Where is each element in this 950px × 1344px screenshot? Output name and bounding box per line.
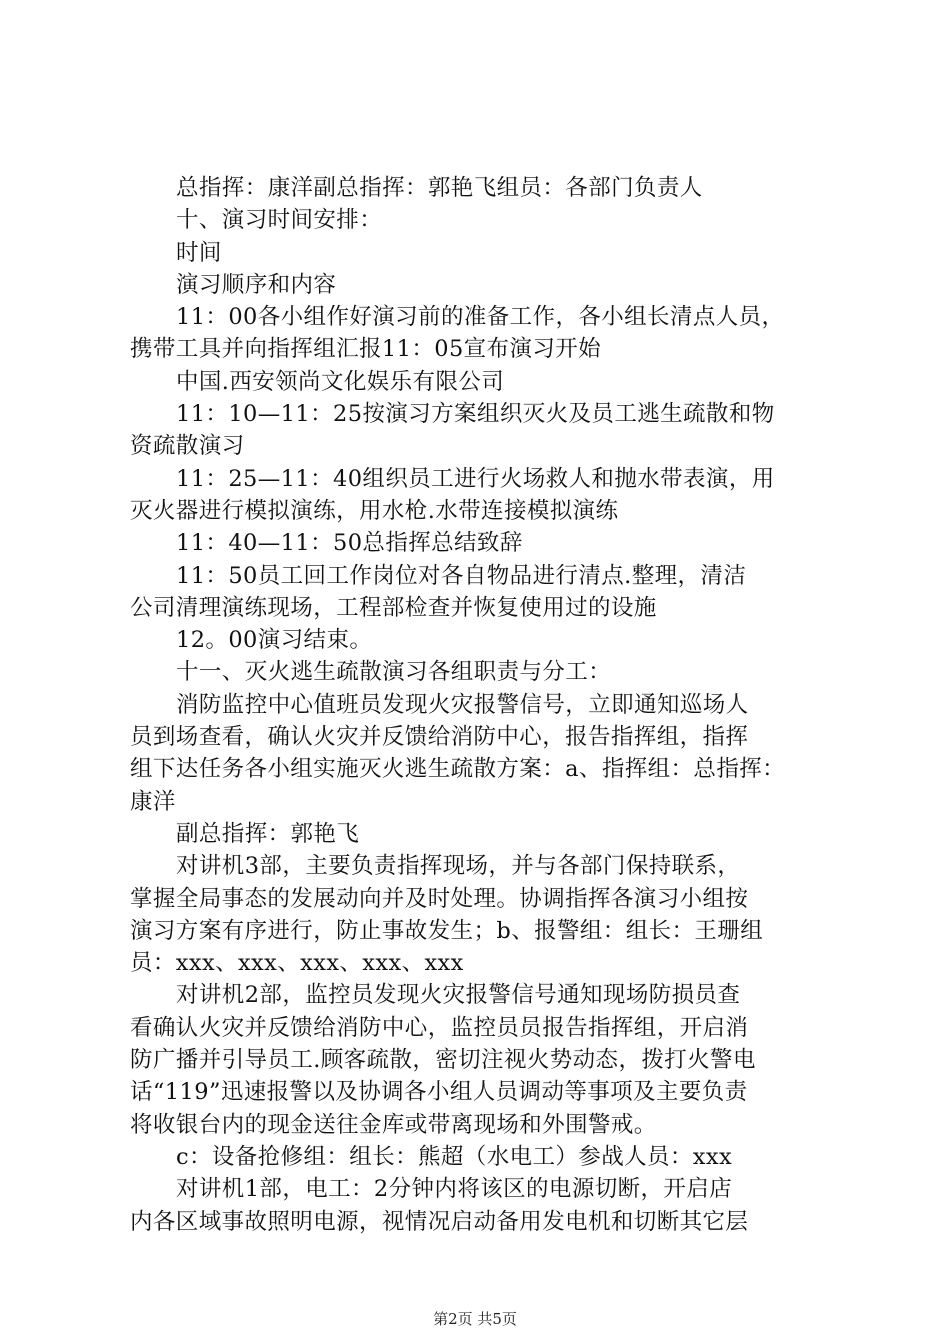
text-line: 12。00演习结束。 [176,627,373,654]
text-line: 公司清理演练现场，工程部检查并恢复使用过的设施 [130,594,657,621]
text-line: 中国.西安领尚文化娱乐有限公司 [176,368,505,395]
section-heading: 十、演习时间安排： [176,207,383,234]
text-line: 灭火器进行模拟演练，用水枪.水带连接模拟演练 [130,497,619,524]
document-body [130,172,835,1238]
text-line: 将收银台内的现金送往金库或带离现场和外围警戒。 [130,1111,657,1138]
text-line: 组下达任务各小组实施灭火逃生疏散方案：a、指挥组：总指挥： [130,756,786,783]
section-heading: 十一、灭火逃生疏散演习各组职责与分工： [176,659,612,686]
text-line: 防广播并引导员工.顾客疏散，密切注视火势动态，拨打火警电 [130,1047,756,1074]
text-line: 话“119”迅速报警以及协调各小组人员调动等事项及主要负责 [130,1079,748,1106]
text-line: 11：10—11：25按演习方案组织灭火及员工逃生疏散和物 [176,401,775,428]
text-line: 对讲机1部，电工：2分钟内将该区的电源切断，开启店 [176,1176,733,1203]
text-line: 演习方案有序进行，防止事故发生；b、报警组：组长：王珊组 [130,917,764,944]
text-line: 11：25—11：40组织员工进行火场救人和抛水带表演，用 [176,465,775,492]
text-line: 消防监控中心值班员发现火灾报警信号，立即通知巡场人 [176,691,749,718]
text-line: 携带工具并向指挥组汇报11：05宣布演习开始 [130,336,602,363]
page-number: 第2页 共5页 [433,1310,517,1328]
text-line: 总指挥：康洋副总指挥：郭艳飞组员：各部门负责人 [176,175,703,201]
text-line: 内各区域事故照明电源，视情况启动备用发电机和切断其它层 [130,1208,749,1235]
text-line: 对讲机2部，监控员发现火灾报警信号通知现场防损员查 [176,982,741,1009]
text-line: 11：00各小组作好演习前的准备工作，各小组长清点人员， [176,304,785,331]
text-line: c：设备抢修组：组长：熊超（水电工）参战人员：xxx [176,1143,733,1170]
text-line: 掌握全局事态的发展动向并及时处理。协调指挥各演习小组按 [130,885,749,912]
text-line: 11：50员工回工作岗位对各自物品进行清点.整理，清洁 [176,562,747,589]
text-line: 演习顺序和内容 [176,271,337,298]
text-line: 时间 [176,239,222,266]
text-line: 对讲机3部，主要负责指挥现场，并与各部门保持联系， [176,853,741,880]
text-line: 员：xxx、xxx、xxx、xxx、xxx [130,950,464,977]
text-line: 副总指挥：郭艳飞 [176,820,360,847]
text-line: 看确认火灾并反馈给消防中心，监控员员报告指挥组，开启消 [130,1014,749,1041]
text-line: 资疏散演习 [130,433,245,460]
text-line: 员到场查看，确认火灾并反馈给消防中心，报告指挥组，指挥 [130,724,749,751]
text-line: 康洋 [130,788,176,815]
text-line: 11：40—11：50总指挥总结致辞 [176,530,523,557]
